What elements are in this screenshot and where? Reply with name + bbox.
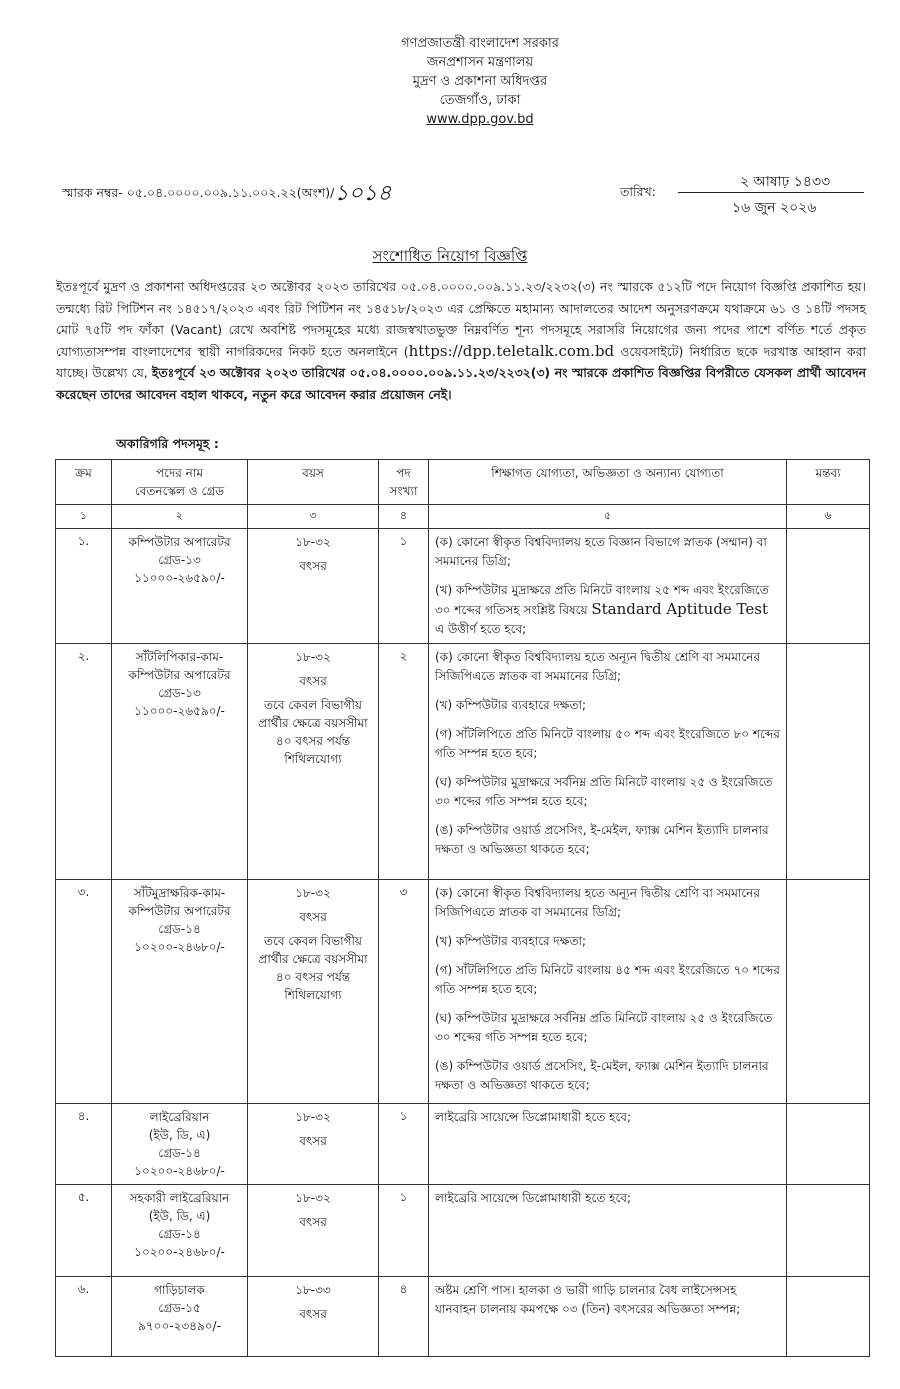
post-cell [112,529,248,644]
letterhead-address: তেজগাঁও, ঢাকা [439,93,521,108]
letterhead-ministry: জনপ্রশাসন মন্ত্রণালয় [426,55,534,70]
count-cell: ২ [379,644,429,880]
col-number: ৩ [248,505,379,529]
post-cell [112,644,248,880]
post-cell [112,880,248,1104]
remark-cell [787,1277,870,1357]
qualification-item: (গ) সাঁটলিপিতে প্রতি মিনিটে বাংলায় ৪৫ শব্দ এবং ইংরেজিতে ৭০ শব্দের গতি সম্পন্ন হতে হবে; [435,963,780,996]
post-line: ১০২০০-২৪৬৮০/- [134,1164,225,1178]
remark-cell [787,1104,870,1185]
table-row [56,1277,870,1357]
memo-number-label: স্মারক নম্বর- ০৫.০৪.০০০০.০০৯.১১.০০২.২২(অংশ)/ [62,185,335,200]
qualification-cell [429,529,787,644]
age-line: বৎসর [299,910,327,924]
qualification-item: (ঘ) কম্পিউটার মুদ্রাক্ষরে সর্বনিম্ন প্রতি মিনিটে বাংলায় ২৫ ও ইংরেজিতে ৩০ শব্দের গতি সম্পন্ন হতে হবে; [435,775,773,808]
age-line: বৎসর [299,1307,327,1321]
age-line: বৎসর [299,1215,327,1229]
age-line: ১৮-৩৩ [295,1283,331,1297]
age-line: ১৮-৩২ [295,1191,331,1205]
post-cell [112,1185,248,1277]
post-line: ১০২০০-২৪৬৮০/- [134,1245,225,1259]
age-line: ১৮-৩২ [295,1110,331,1124]
post-line: লাইব্রেরিয়ান [149,1110,210,1124]
post-line: কম্পিউটার অপারেটর [128,535,231,549]
count-cell: ১ [379,529,429,644]
col-number: ৪ [379,505,429,529]
application-website-link[interactable]: https://dpp.teletalk.com.bd [408,341,615,360]
header-post: পদের নাম বেতনস্কেল ও গ্রেড [112,460,248,505]
age-cell [248,1104,379,1185]
qualification-item: (ঘ) কম্পিউটার মুদ্রাক্ষরে সর্বনিম্ন প্রতি মিনিটে বাংলায় ২৫ ও ইংরেজিতে ৩০ শব্দের গতি সম্পন্ন হতে হবে; [435,1011,773,1044]
age-cell [248,1277,379,1357]
remark-cell [787,529,870,644]
notice-title: সংশোধিত নিয়োগ বিজ্ঞপ্তি [372,247,528,265]
col-number: ৫ [429,505,787,529]
date-divider [678,192,864,193]
serial-cell: ২. [56,644,112,880]
qualification-item: লাইব্রেরি সায়েন্সে ডিপ্লোমাধারী হতে হবে; [435,1191,631,1205]
letterhead [0,34,900,129]
header-serial: ক্রম [56,460,112,505]
posts-table [55,459,870,1357]
post-line: ৯৭০০-২৩৪৯০/- [138,1319,221,1333]
qualification-cell [429,880,787,1104]
table-row [56,529,870,644]
qualification-cell [429,1185,787,1277]
post-line: (ইউ, ডি, এ) [148,1128,211,1142]
qualification-item: (খ) কম্পিউটার ব্যবহারে দক্ষতা; [435,934,586,948]
qualification-cell [429,1277,787,1357]
post-line: কম্পিউটার অপারেটর [128,904,231,918]
qualification-item: (ঙ) কম্পিউটার ওয়ার্ড প্রসেসিং, ই-মেইল, ফ্যাক্স মেশিন ইত্যাদি চালনার দক্ষতা ও অভিজ্ঞতা থাকতে হবে; [435,823,769,856]
serial-cell: ১. [56,529,112,644]
qualification-item: (খ) কম্পিউটার মুদ্রাক্ষরে প্রতি মিনিটে বাংলায় ২৫ শব্দ এবং ইংরেজিতে ৩০ শব্দের গতিসহ সংশ্লিষ্ট বিষয়ে Standard Aptitude Test এ উত্তীর্ণ হতে হবে; [435,583,769,636]
post-line: সাঁটলিপিকার-কাম- [135,650,224,664]
table-row [56,644,870,880]
qualification-item: (গ) সাঁটলিপিতে প্রতি মিনিটে বাংলায় ৫০ শব্দ এবং ইংরেজিতে ৮০ শব্দের গতি সম্পন্ন হতে হবে; [435,727,780,760]
post-line: গ্রেড-১৪ [158,922,201,936]
age-line: ১৮-৩২ [295,535,331,549]
col-number: ২ [112,505,248,529]
qualification-item: অষ্টম শ্রেণি পাস। হালকা ও ভারী গাড়ি চালনার বৈধ লাইসেন্সসহ যানবাহন চালনায় কমপক্ষে ০৩ (তিন) বৎসরের অভিজ্ঞতা সম্পন্ন; [435,1283,741,1316]
post-line: কম্পিউটার অপারেটর [128,668,231,682]
post-line: গ্রেড-১৩ [158,553,201,567]
post-cell [112,1277,248,1357]
memo-number [62,176,392,213]
post-line: ১০২০০-২৪৬৮০/- [134,940,225,954]
qualification-cell [429,1104,787,1185]
qualification-item: (খ) কম্পিউটার ব্যবহারে দক্ষতা; [435,698,586,712]
post-line: গ্রেড-১৪ [158,1227,201,1241]
age-line: ১৮-৩২ [295,650,331,664]
serial-cell: ৩. [56,880,112,1104]
serial-cell: ৫. [56,1185,112,1277]
intro-part1: ইতঃপূর্বে মুদ্রণ ও প্রকাশনা অধিদপ্তরের ২৩ অক্টোবর ২০২৩ তারিখের ০৫.০৪.০০০০.০০৯.১১.২৩/২২৩২(৩) নং স্মারকে ৫১২টি পদে নিয়োগ বিজ্ঞপ্তি প্রকাশিত হয়। তন্মধ্যে রিট পিটিশন নং ১৪৫১৭/২০২৩ এবং রিট পিটিশন নং ১৪৫১৮/২০২৩ এর প্রেক্ষিতে মহামান্য আদালতের আদেশ অনুসরণক্রমে যথাক্রমে ৬১ ও ১৪টি পদসহ মোট ৭৫টি পদ ফাঁকা (Vacant) রেখে অবশিষ্ট পদসমূহের মধ্যে রাজস্বখাতভুক্ত নিম্নবর্ণিত শূন্য পদসমূহে সরাসরি নিয়োগের জন্য পদের পাশে বর্ণিত শর্তে প্রকৃত যোগ্যতাসম্পন্ন বাংলাদেশের স্থায়ী নাগরিকদের নিকট হতে অনলাইনে ( [56,279,866,359]
qualification-item: (ক) কোনো স্বীকৃত বিশ্ববিদ্যালয় হতে অন্যূন দ্বিতীয় শ্রেণি বা সমমানের সিজিপিএতে স্নাতক বা সমমানের ডিগ্রি; [435,650,760,683]
serial-cell: ৬. [56,1277,112,1357]
post-line: গ্রেড-১৫ [158,1301,201,1315]
date-bangla-calendar: ২ আষাঢ় ১৪৩৩ [740,174,831,190]
remark-cell [787,880,870,1104]
post-line: গ্রেড-১৪ [158,1146,201,1160]
age-cell [248,880,379,1104]
memo-handwritten-number: ১০১৪ [334,181,392,206]
count-cell: ৩ [379,880,429,1104]
header-remark: মন্তব্য [787,460,870,505]
table-header-row [56,460,870,505]
count-cell: ১ [379,1104,429,1185]
post-line: ১১০০০-২৬৫৯০/- [134,571,225,585]
intro-part2: ওয়েবসাইটে) নির্ধারিত ছকে দরখাস্ত আহ্বান করা যাচ্ছে। উল্লেখ্য যে, [56,343,866,380]
date-english-calendar: ১৬ জুন ২০২৬ [732,200,817,216]
qualification-item: (ক) কোনো স্বীকৃত বিশ্ববিদ্যালয় হতে বিজ্ঞান বিভাগে স্নাতক (সম্মান) বা সমমানের ডিগ্রি; [435,535,767,568]
intro-bold-note: ইতঃপূর্বে ২৩ অক্টোবর ২০২৩ তারিখের ০৫.০৪.০০০০.০০৯.১১.২৩/২২৩২(৩) নং স্মারকে প্রকাশিত বিজ্ঞপ্তির বিপরীতে যেসকল প্রার্থী আবেদন করেছেন তাদের আবেদন বহাল থাকবে, নতুন করে আবেদন করার প্রয়োজন নেই। [56,365,866,402]
date-label: তারিখ: [620,184,656,199]
header-qualification: শিক্ষাগত যোগ্যতা, অভিজ্ঞতা ও অন্যান্য যোগ্যতা [429,460,787,505]
post-line: গাড়িচালক [154,1283,205,1297]
age-line: বৎসর [299,1134,327,1148]
section-title: অকারিগরি পদসমূহ : [116,436,219,451]
count-cell: ১ [379,1185,429,1277]
age-line: বৎসর [299,559,327,573]
age-cell [248,644,379,880]
table-row [56,1185,870,1277]
letterhead-website-link[interactable]: www.dpp.gov.bd [426,112,534,127]
serial-cell: ৪. [56,1104,112,1185]
post-line: গ্রেড-১৩ [158,686,201,700]
letterhead-government: গণপ্রজাতন্ত্রী বাংলাদেশ সরকার [401,36,559,51]
col-number: ১ [56,505,112,529]
letterhead-department: মুদ্রণ ও প্রকাশনা অধিদপ্তর [412,74,548,89]
header-age: বয়স [248,460,379,505]
age-line: বৎসর [299,674,327,688]
age-cell [248,1185,379,1277]
post-line: সাঁটমুদ্রাক্ষরিক-কাম- [133,886,226,900]
qualification-item: (ঙ) কম্পিউটার ওয়ার্ড প্রসেসিং, ই-মেইল, ফ্যাক্স মেশিন ইত্যাদি চালনার দক্ষতা ও অভিজ্ঞতা থাকতে হবে; [435,1059,769,1092]
qualification-item: লাইব্রেরি সায়েন্সে ডিপ্লোমাধারী হতে হবে; [435,1110,631,1124]
qualification-item: (ক) কোনো স্বীকৃত বিশ্ববিদ্যালয় হতে অন্যূন দ্বিতীয় শ্রেণি বা সমমানের সিজিপিএতে স্নাতক বা সমমানের ডিগ্রি; [435,886,760,919]
header-count: পদ সংখ্যা [379,460,429,505]
qualification-cell [429,644,787,880]
remark-cell [787,644,870,880]
post-line: সহকারী লাইব্রেরিয়ান [129,1191,230,1205]
post-line: (ইউ, ডি, এ) [148,1209,211,1223]
age-line: তবে কেবল বিভাগীয় প্রার্থীর ক্ষেত্রে বয়সসীমা ৪০ বৎসর পর্যন্ত শিথিলযোগ্য [258,698,368,766]
age-cell [248,529,379,644]
age-line: ১৮-৩২ [295,886,331,900]
post-cell [112,1104,248,1185]
remark-cell [787,1185,870,1277]
age-line: তবে কেবল বিভাগীয় প্রার্থীর ক্ষেত্রে বয়সসীমা ৪০ বৎসর পর্যন্ত শিথিলযোগ্য [258,934,368,1002]
table-row [56,880,870,1104]
column-number-row [56,505,870,529]
post-line: ১১০০০-২৬৫৯০/- [134,704,225,718]
table-row [56,1104,870,1185]
notice-intro [56,276,866,405]
count-cell: ৪ [379,1277,429,1357]
col-number: ৬ [787,505,870,529]
